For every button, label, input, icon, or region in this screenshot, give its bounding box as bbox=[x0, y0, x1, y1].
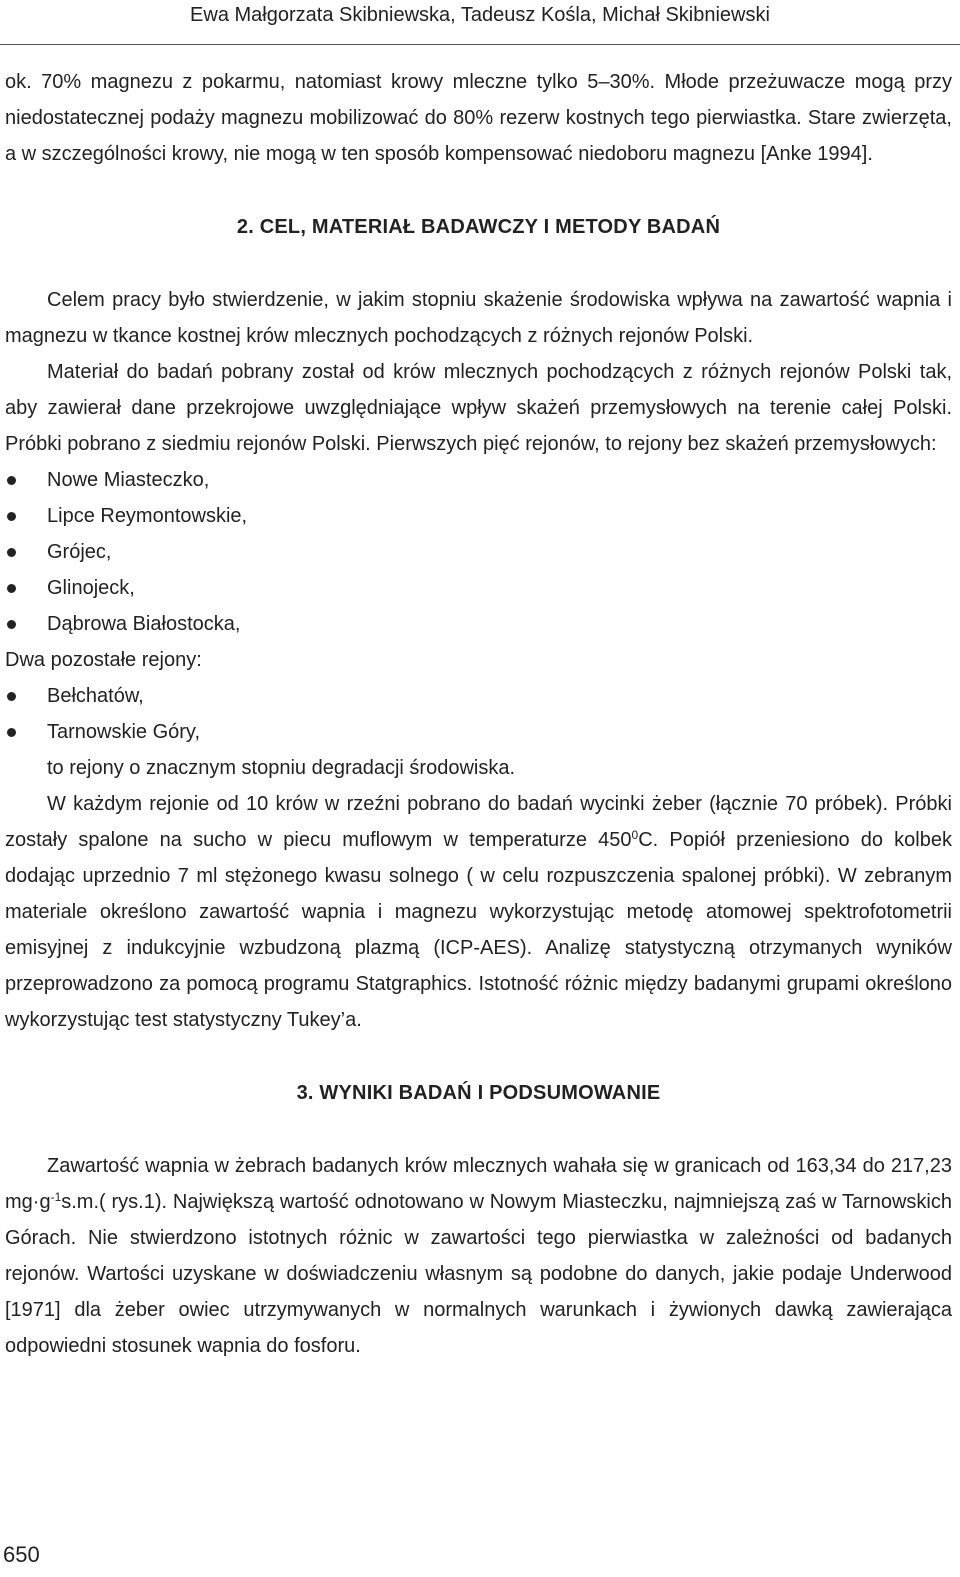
region-name: Dąbrowa Białostocka, bbox=[47, 613, 241, 635]
intro-paragraph: ok. 70% magnezu z pokarmu, natomiast krowy mleczne tylko 5–30%. Młode przeżuwacze mogą przy niedostatecznej podaży magnezu mobilizować do 80% rezerw kostnych tego pierwiastka. Stare zwierzęta, a w szczególności krowy, nie mogą w ten sposób kompensować niedoboru magnezu [Anke 1994]. bbox=[5, 71, 952, 165]
list-item bbox=[5, 534, 952, 570]
bullet-icon bbox=[7, 728, 16, 737]
section-3-heading: 3. WYNIKI BADAŃ I PODSUMOWANIE bbox=[296, 1082, 661, 1104]
region-name: Nowe Miasteczko, bbox=[47, 469, 210, 491]
section-3-paragraph-1 bbox=[5, 1148, 952, 1364]
page-number: 650 bbox=[3, 1542, 40, 1567]
list-item bbox=[5, 606, 952, 642]
running-header bbox=[0, 0, 960, 44]
bullet-icon bbox=[7, 692, 16, 701]
body-text bbox=[5, 64, 952, 1364]
list-item bbox=[5, 498, 952, 534]
list-item bbox=[5, 462, 952, 498]
bullet-icon bbox=[7, 548, 16, 557]
region-name: Glinojeck, bbox=[47, 577, 135, 599]
bullet-icon bbox=[7, 584, 16, 593]
list-item bbox=[5, 714, 952, 750]
section-2-paragraph-1: Celem pracy było stwierdzenie, w jakim stopniu skażenie środowiska wpływa na zawartość wapnia i magnezu w tkance kostnej krów mlecznych pochodzących z różnych rejonów Polski. bbox=[5, 289, 952, 347]
results-text-a: Zawartość wapnia w żebrach badanych krów mlecznych wahała się w granicach od 163,34 do 217,23 mg·g bbox=[5, 1155, 952, 1213]
paragraph-3-text-a: W każdym rejonie od 10 krów w rzeźni pobrano do badań wycinki żeber (łącznie 70 próbek). Próbki zostały spalone na sucho w piecu muflowym w temperaturze 450 bbox=[5, 793, 952, 851]
polluted-regions-list bbox=[5, 678, 952, 750]
bullet-icon bbox=[7, 512, 16, 521]
header-authors: Ewa Małgorzata Skibniewska, Tadeusz Kośla, Michał Skibniewski bbox=[190, 4, 770, 26]
clean-regions-list bbox=[5, 462, 952, 642]
bullet-icon bbox=[7, 476, 16, 485]
list-item bbox=[5, 678, 952, 714]
section-2-paragraph-2: Materiał do badań pobrany został od krów mlecznych pochodzących z różnych rejonów Polski tak, aby zawierał dane przekrojowe uwzględniające wpływ skażeń przemysłowych na terenie całej Polski. Próbki pobrano z siedmiu rejonów Polski. Pierwszych pięć rejonów, to rejony bez skażeń przemysłowych: bbox=[5, 361, 952, 455]
degree-superscript: 0 bbox=[631, 828, 639, 842]
paragraph-3-text-b: C. Popiół przeniesiono do kolbek dodając uprzednio 7 ml stężonego kwasu solnego ( w celu rozpuszczenia spalonej próbki). W zebranym materiale określono zawartość wapnia i magnezu wykorzystując metodę atomowej spektrofotometrii emisyjnej z indukcyjnie wzbudzoną plazmą (ICP-AES). Analizę statystyczną otrzymanych wyników przeprowadzono za pomocą programu Statgraphics. Istotność różnic między badanymi grupami określono wykorzystując test statystyczny Tukey’a. bbox=[5, 829, 952, 1031]
region-name: Lipce Reymontowskie, bbox=[47, 505, 248, 527]
other-regions-label: Dwa pozostałe rejony: bbox=[5, 649, 202, 671]
results-text-b: s.m.( rys.1). Największą wartość odnotowano w Nowym Miasteczku, najmniejszą zaś w Tarnowskich Górach. Nie stwierdzono istotnych różnic w zawartości tego pierwiastka w zależności od badanych rejonów. Wartości uzyskane w doświadczeniu własnym są podobne do danych, jakie podaje Underwood [1971] dla żeber owiec utrzymywanych w normalnych warunkach i żywionych dawką zawierająca odpowiedni stosunek wapnia do fosforu. bbox=[5, 1191, 952, 1357]
region-name: Tarnowskie Góry, bbox=[47, 721, 201, 743]
section-2-heading: 2. CEL, MATERIAŁ BADAWCZY I METODY BADAŃ bbox=[236, 216, 721, 238]
region-name: Bełchatów, bbox=[47, 685, 144, 707]
bullet-icon bbox=[7, 620, 16, 629]
region-name: Grójec, bbox=[47, 541, 112, 563]
list-item bbox=[5, 570, 952, 606]
section-2-paragraph-3 bbox=[5, 786, 952, 1038]
polluted-regions-note: to rejony o znacznym stopniu degradacji środowiska. bbox=[47, 757, 516, 779]
unit-superscript: -1 bbox=[50, 1190, 62, 1204]
header-rule bbox=[0, 44, 960, 45]
